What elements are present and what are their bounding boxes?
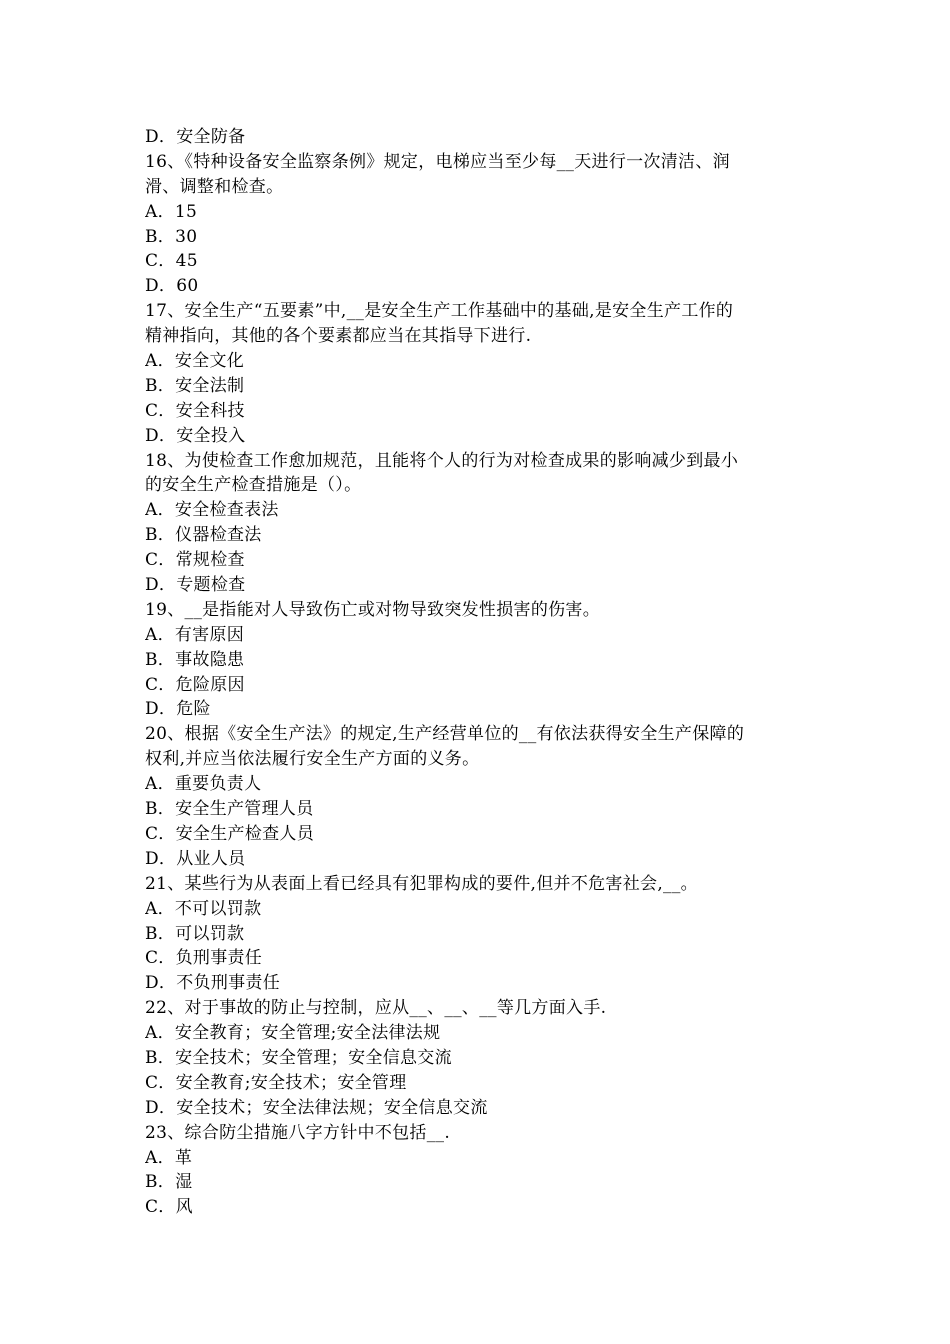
question-20-text-cont: 权利,并应当依法履行安全生产方面的义务。 — [145, 749, 480, 770]
option-line: D．不负刑事责任 — [145, 973, 281, 994]
option-line: D．危险 — [145, 699, 211, 720]
option-line: C．安全教育;安全技术；安全管理 — [145, 1072, 407, 1093]
option-line: B．仪器检查法 — [145, 525, 262, 546]
option-line: B．安全生产管理人员 — [145, 799, 314, 820]
option-line: A．有害原因 — [145, 624, 245, 645]
option-line: B．30 — [145, 226, 198, 247]
question-23-text: 23、综合防尘措施八字方针中不包括__. — [145, 1122, 451, 1143]
option-line: C．风 — [145, 1197, 193, 1218]
option-line: D．专题检查 — [145, 575, 246, 596]
text-line: D．安全防备 — [145, 127, 246, 147]
option-line: A．安全教育；安全管理;安全法律法规 — [145, 1023, 441, 1044]
option-line: C．安全生产检查人员 — [145, 823, 315, 844]
option-line: A．安全检查表法 — [145, 500, 279, 521]
option-line: A．革 — [145, 1147, 193, 1168]
option-line: D．从业人员 — [145, 848, 246, 869]
question-17-text: 17、安全生产“五要素”中,__是安全生产工作基础中的基础,是安全生产工作的 — [145, 301, 734, 322]
option-line: D．安全投入 — [145, 425, 246, 446]
question-20-text: 20、根据《安全生产法》的规定,生产经营单位的__有依法获得安全生产保障的 — [145, 724, 745, 745]
option-line: A．安全文化 — [145, 351, 245, 372]
question-17-text-cont: 精神指向，其他的各个要素都应当在其指导下进行. — [145, 326, 532, 347]
option-line: D．安全技术；安全法律法规；安全信息交流 — [145, 1097, 488, 1118]
option-line: B．安全技术；安全管理；安全信息交流 — [145, 1047, 452, 1068]
question-16-text: 16、《特种设备安全监察条例》规定，电梯应当至少每__天进行一次清洁、润 — [145, 151, 730, 172]
option-line: A．重要负责人 — [145, 774, 262, 795]
option-line: B．安全法制 — [145, 375, 245, 396]
question-21-text: 21、某些行为从表面上看已经具有犯罪构成的要件,但并不危害社会,__。 — [145, 873, 698, 894]
question-19-text: 19、__是指能对人导致伤亡或对物导致突发性损害的伤害。 — [145, 599, 601, 620]
option-line: B．可以罚款 — [145, 923, 245, 944]
option-line: C．危险原因 — [145, 674, 245, 695]
option-line: C．安全科技 — [145, 400, 245, 421]
option-line: D．60 — [145, 276, 199, 297]
option-line: C．负刑事责任 — [145, 948, 263, 969]
option-line: B．湿 — [145, 1172, 193, 1193]
option-line: C．常规检查 — [145, 550, 245, 571]
option-line: B．事故隐患 — [145, 649, 245, 670]
document-body — [145, 125, 810, 1220]
question-18-text-cont: 的安全生产检查措施是（）。 — [145, 475, 362, 496]
question-22-text: 22、对于事故的防止与控制，应从__、__、__等几方面入手. — [145, 998, 607, 1019]
option-line: C．45 — [145, 251, 198, 272]
question-18-text: 18、为使检查工作愈加规范，且能将个人的行为对检查成果的影响减少到最小 — [145, 450, 739, 471]
question-16-text-cont: 滑、调整和检查。 — [145, 176, 284, 197]
option-line: A．不可以罚款 — [145, 898, 262, 919]
option-line: A．15 — [145, 201, 198, 222]
